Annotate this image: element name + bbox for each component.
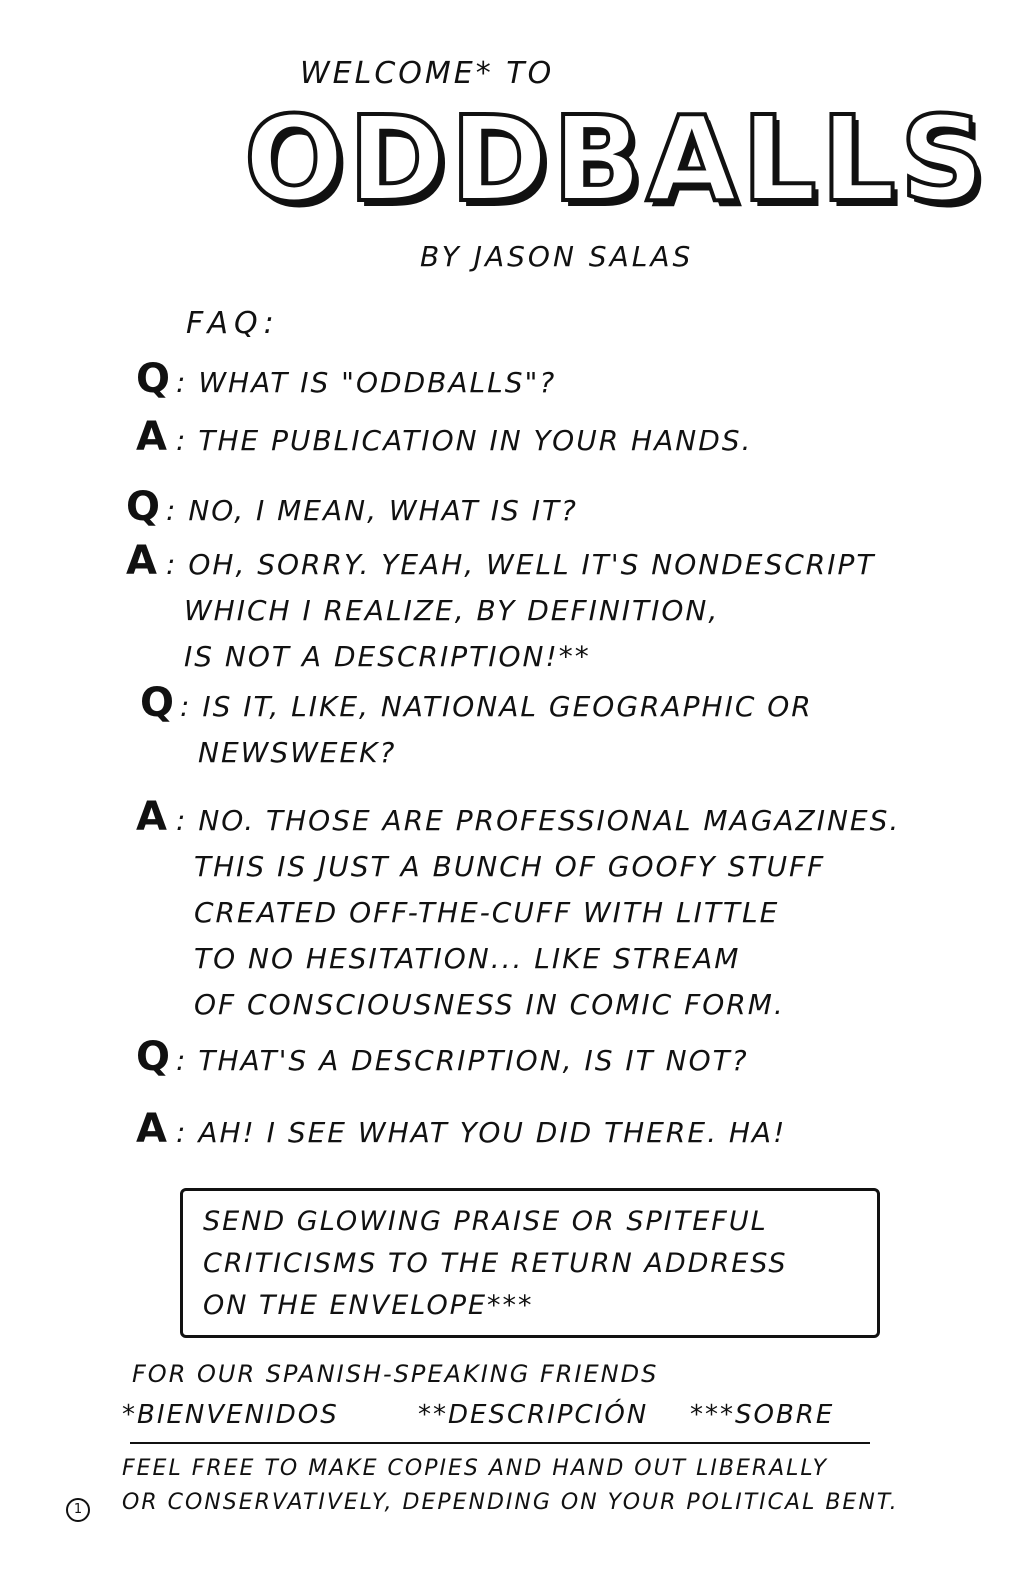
faq-label: FAQ:	[186, 306, 280, 341]
faq-answer: A : AH! I SEE WHAT YOU DID THERE. HA!	[136, 1106, 787, 1152]
faq-question: Q : THAT'S A DESCRIPTION, IS IT NOT?	[136, 1034, 749, 1080]
spanish-intro: FOR OUR SPANISH-SPEAKING FRIENDS	[132, 1360, 659, 1388]
spanish-word: **DESCRIPCIÓN	[418, 1400, 649, 1430]
faq-line: WHAT IS "ODDBALLS"?	[198, 366, 557, 399]
feedback-line: CRITICISMS TO THE RETURN ADDRESS	[203, 1248, 788, 1279]
q-mark: Q	[136, 356, 173, 402]
faq-line: THIS IS JUST A BUNCH OF GOOFY STUFF	[194, 850, 826, 883]
q-mark: Q	[126, 484, 163, 530]
faq-line: AH! I SEE WHAT YOU DID THERE. HA!	[198, 1116, 787, 1149]
divider	[130, 1442, 870, 1444]
faq-answer: A : NO. THOSE ARE PROFESSIONAL MAGAZINES. THIS IS JUST A BUNCH OF GOOFY STUFF CREATED OFF-THE-CUFF WITH LITTLE TO NO HESITATION... LIKE STREAM OF CONSCIOUSNESS IN COMIC FORM.	[136, 794, 900, 1028]
faq-line: THAT'S A DESCRIPTION, IS IT NOT?	[198, 1044, 749, 1077]
faq-line: IS NOT A DESCRIPTION!**	[184, 640, 591, 673]
faq-question: Q : WHAT IS "ODDBALLS"?	[136, 356, 557, 402]
q-mark: Q	[140, 680, 177, 726]
a-mark: A	[136, 414, 169, 460]
page-title: ODDBALLS	[244, 90, 989, 228]
q-mark: Q	[136, 1034, 173, 1080]
feedback-line: SEND GLOWING PRAISE OR SPITEFUL	[203, 1206, 768, 1237]
faq-line: THE PUBLICATION IN YOUR HANDS.	[198, 424, 753, 457]
a-mark: A	[136, 794, 169, 840]
spanish-word: *BIENVENIDOS	[122, 1400, 339, 1430]
faq-line: NO. THOSE ARE PROFESSIONAL MAGAZINES.	[198, 804, 901, 837]
faq-question: Q : IS IT, LIKE, NATIONAL GEOGRAPHIC OR NEWSWEEK?	[140, 680, 813, 776]
a-mark: A	[126, 538, 159, 584]
spanish-word: ***SOBRE	[690, 1400, 835, 1430]
faq-line: WHICH I REALIZE, BY DEFINITION,	[184, 594, 720, 627]
copies-line: OR CONSERVATIVELY, DEPENDING ON YOUR POLITICAL BENT.	[122, 1490, 899, 1515]
byline: BY JASON SALAS	[420, 240, 694, 273]
faq-line: TO NO HESITATION... LIKE STREAM	[194, 942, 741, 975]
feedback-line: ON THE ENVELOPE***	[203, 1290, 534, 1321]
faq-line: OF CONSCIOUSNESS IN COMIC FORM.	[194, 988, 785, 1021]
faq-answer: A : THE PUBLICATION IN YOUR HANDS.	[136, 414, 753, 460]
faq-line: CREATED OFF-THE-CUFF WITH LITTLE	[194, 896, 780, 929]
faq-line: IS IT, LIKE, NATIONAL GEOGRAPHIC OR	[202, 690, 813, 723]
welcome-text: WELCOME* TO	[300, 56, 555, 91]
faq-question: Q : NO, I MEAN, WHAT IS IT?	[126, 484, 578, 530]
copies-line: FEEL FREE TO MAKE COPIES AND HAND OUT LIBERALLY	[122, 1456, 829, 1481]
a-mark: A	[136, 1106, 169, 1152]
feedback-box	[180, 1188, 880, 1338]
faq-line: OH, SORRY. YEAH, WELL IT'S NONDESCRIPT	[188, 548, 876, 581]
faq-line: NO, I MEAN, WHAT IS IT?	[188, 494, 578, 527]
faq-answer: A : OH, SORRY. YEAH, WELL IT'S NONDESCRIPT WHICH I REALIZE, BY DEFINITION, IS NOT A DESCRIPTION!**	[126, 538, 875, 680]
page-number: 1	[66, 1498, 90, 1522]
faq-line: NEWSWEEK?	[198, 736, 397, 769]
